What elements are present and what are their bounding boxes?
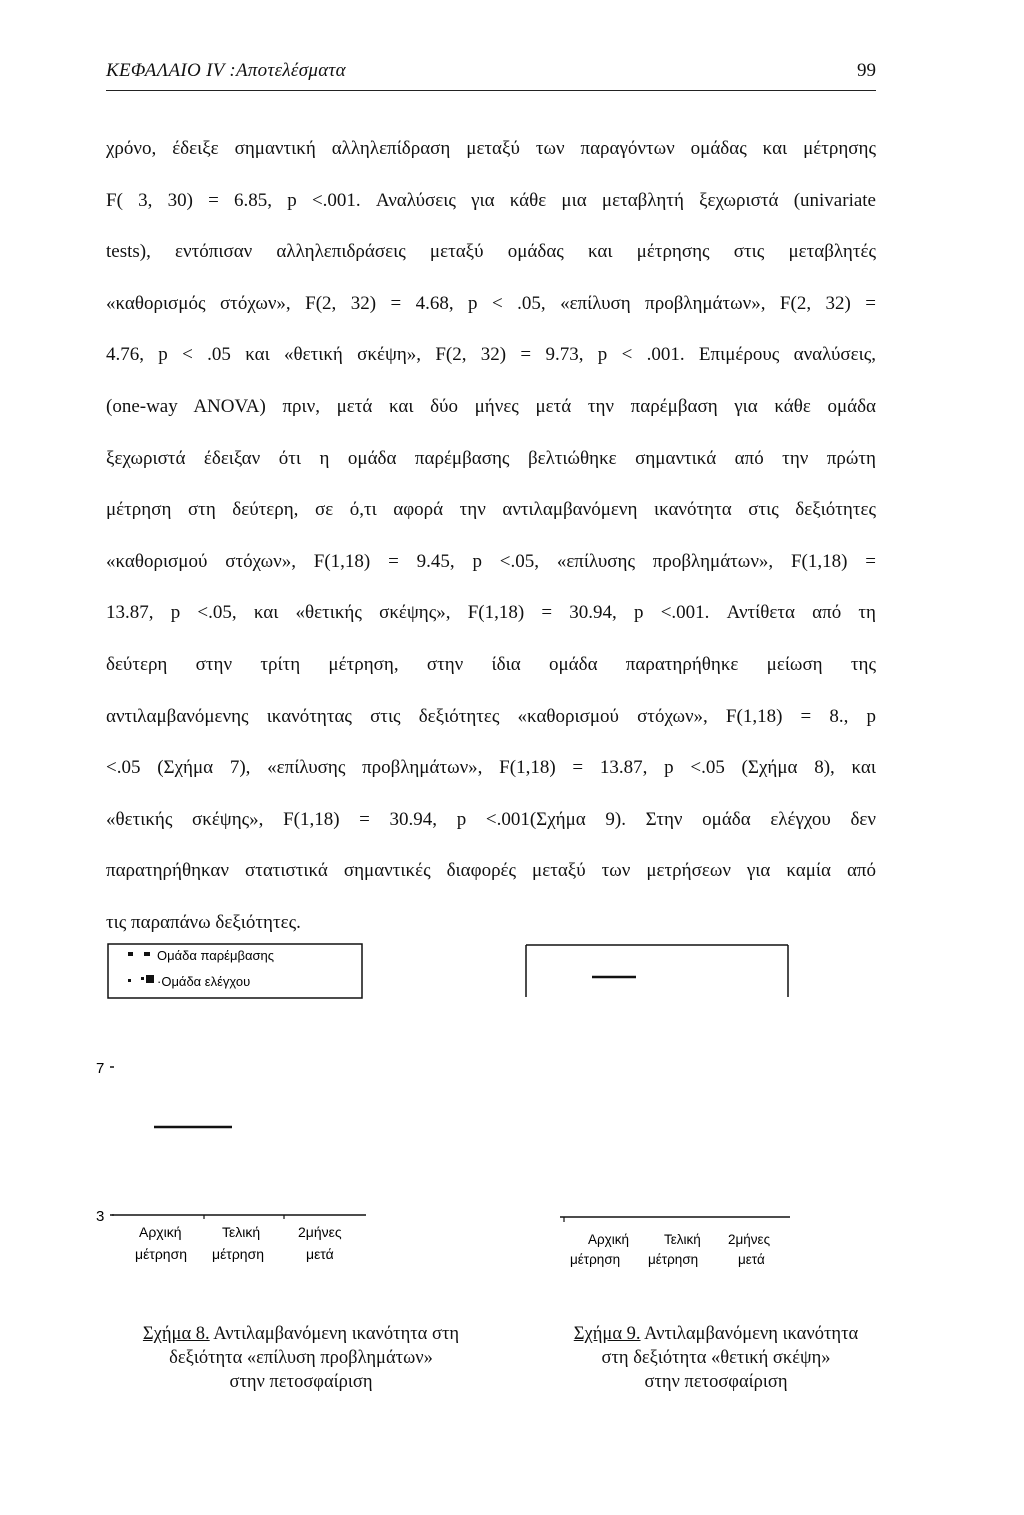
text-line: tests), εντόπισαν αλληλεπιδράσεις μεταξύ ομάδας και μέτρησης στις μεταβλητές [106,241,876,263]
figure-9-chart [520,935,800,1280]
caption-text: Αντιλαμβανόμενη ικανότητα [644,1324,859,1344]
caption-line: στην πετοσφαίριση [229,1372,373,1392]
x-tick-label: μέτρηση [212,1246,265,1262]
x-tick-label: 2μήνες [728,1232,771,1247]
x-tick-label: μέτρηση [570,1252,621,1267]
text-line: <.05 (Σχήμα 7), «επίλυσης προβλημάτων», F(1,18) = 13.87, p <.05 (Σχήμα 8), και [106,757,876,779]
x-tick-label: Τελική [664,1232,701,1247]
legend-marker-control [146,975,154,983]
x-tick-label: 2μήνες [298,1224,342,1240]
text-line: αντιλαμβανόμενης ικανότητας στις δεξιότητες «καθορισμού στόχων», F(1,18) = 8., p [106,705,876,727]
text-line: F( 3, 30) = 6.85, p <.001. Αναλύσεις για κάθε μια μεταβλητή ξεχωριστά (univariate [106,189,876,211]
x-tick-label: μετά [738,1252,765,1267]
x-tick-label: Τελική [222,1224,261,1240]
text-line: 13.87, p <.05, και «θετικής σκέψης», F(1,18) = 30.94, p <.001. Αντίθετα από τη [106,602,876,624]
text-line: τις παραπάνω δεξιότητες. [106,911,301,933]
text-line: «θετικής σκέψης», F(1,18) = 30.94, p <.001(Σχήμα 9). Στην ομάδα ελέγχου δεν [106,808,876,830]
caption-line: στην πετοσφαίριση [644,1372,788,1392]
y-tick-label: 3 [96,1208,105,1225]
legend-marker-control [128,979,131,982]
caption-line [526,1322,906,1346]
y-tick-label: 7 [96,1060,105,1077]
figure-label: Σχήμα 8. [142,1324,210,1344]
text-line: ξεχωριστά έδειξαν ότι η ομάδα παρέμβασης βελτιώθηκε σημαντικά από την πρώτη [106,447,876,469]
text-line: δεύτερη στην τρίτη μέτρηση, στην ίδια ομάδα παρατηρήθηκε μείωση της [106,653,876,675]
x-tick-label: μετά [306,1246,334,1262]
text-line: μέτρηση στη δεύτερη, σε ό,τι αφορά την αντιλαμβανόμενη ικανότητα στις δεξιότητες [106,499,876,521]
text-line: «καθορισμός στόχων», F(2, 32) = 4.68, p < .05, «επίλυση προβλημάτων», F(2, 32) = [106,292,876,314]
body-paragraph [106,123,876,949]
page-number: 99 [857,60,876,81]
x-tick-label: μέτρηση [648,1252,699,1267]
legend-marker-intervention [128,952,133,956]
caption-line [106,1322,496,1346]
figure-8-chart [84,935,384,1280]
legend-label-control: ·Ομάδα ελέγχου [157,974,251,989]
legend-marker-intervention [144,952,150,956]
page-header [106,58,876,91]
figure-8-caption [106,1322,496,1394]
caption-line: στη δεξιότητα «θετική σκέψη» [601,1348,831,1368]
chapter-title: ΚΕΦΑΛΑΙΟ IV :Αποτελέσματα [106,60,346,81]
figure-9-caption [526,1322,906,1394]
x-tick-label: Αρχική [588,1232,630,1247]
text-line: χρόνο, έδειξε σημαντική αλληλεπίδραση μεταξύ των παραγόντων ομάδας και μέτρησης [106,138,876,159]
caption-text: Αντιλαμβανόμενη ικανότητα στη [213,1324,460,1344]
caption-line: δεξιότητα «επίλυση προβλημάτων» [169,1348,433,1368]
x-tick-label: μέτρηση [135,1246,188,1262]
text-line: «καθορισμού στόχων», F(1,18) = 9.45, p <.05, «επίλυσης προβλημάτων», F(1,18) = [106,550,876,572]
text-line: (one-way ANOVA) πριν, μετά και δύο μήνες μετά την παρέμβαση για κάθε ομάδα [106,395,876,417]
legend-marker-control [141,977,144,980]
x-tick-label: Αρχική [139,1224,182,1240]
text-line: 4.76, p < .05 και «θετική σκέψη», F(2, 32) = 9.73, p < .001. Επιμέρους αναλύσεις, [106,344,876,366]
legend-label-intervention: Ομάδα παρέμβασης [157,948,274,963]
text-line: παρατηρήθηκαν στατιστικά σημαντικές διαφορές μεταξύ των μετρήσεων για καμία από [106,860,876,882]
figure-label: Σχήμα 9. [573,1324,641,1344]
